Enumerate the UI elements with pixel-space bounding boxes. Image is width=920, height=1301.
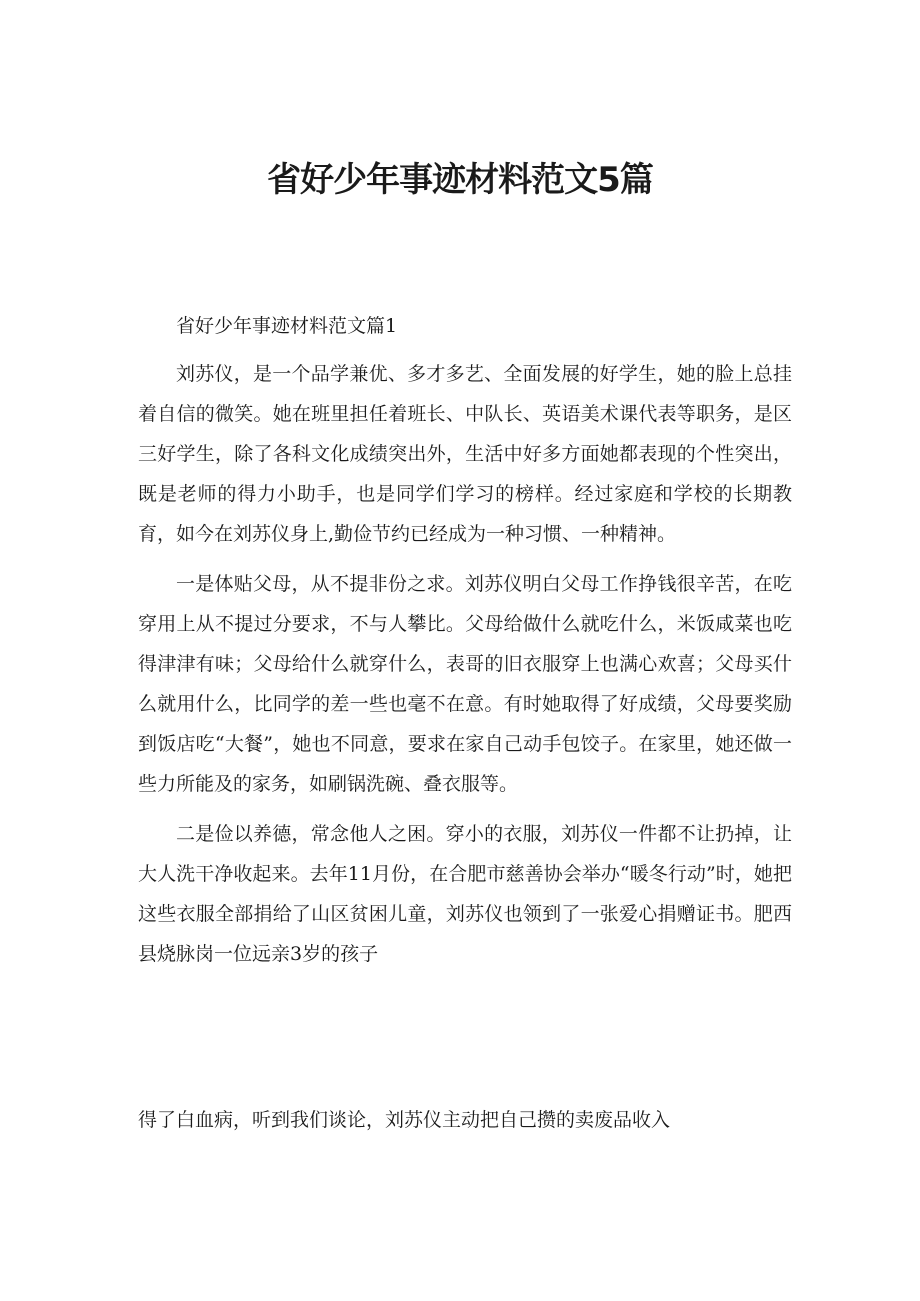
section-heading: 省好少年事迹材料范文篇1 <box>176 315 398 337</box>
paragraph-2: 一是体贴父母，从不提非份之求。刘苏仪明白父母工作挣钱很辛苦，在吃穿用上从不提过分要求，不与人攀比。父母给做什么就吃什么，米饭咸菜也吃得津津有味；父母给什么就穿什么，表哥的旧衣服穿上也满心欢喜；父母买什么就用什么，比同学的差一些也毫不在意。有时她取得了好成绩，父母要奖励到饭店吃“大餐”，她也不同意，要求在家自己动手包饺子。在家里，她还做一些力所能及的家务，如刷锅洗碗、叠衣服等。 <box>138 573 792 795</box>
trailing-line: 得了白血病，听到我们谈论，刘苏仪主动把自己攒的卖废品收入 <box>138 1109 671 1131</box>
paragraph-3: 二是俭以养德，常念他人之困。穿小的衣服，刘苏仪一件都不让扔掉，让大人洗干净收起来。去年11月份，在合肥市慈善协会举办“暖冬行动”时，她把这些衣服全部捐给了山区贫困儿童，刘苏仪也领到了一张爱心捐赠证书。肥西县烧脉岗一位远亲3岁的孩子 <box>138 823 792 965</box>
document-title: 省好少年事迹材料范文5篇 <box>267 160 653 200</box>
paragraph-1: 刘苏仪，是一个品学兼优、多才多艺、全面发展的好学生，她的脸上总挂着自信的微笑。她在班里担任着班长、中队长、英语美术课代表等职务，是区三好学生，除了各科文化成绩突出外，生活中好多方面她都表现的个性突出，既是老师的得力小助手，也是同学们学习的榜样。经过家庭和学校的长期教育，如今在刘苏仪身上,勤俭节约已经成为一种习惯、一种精神。 <box>138 363 792 545</box>
article-body <box>138 354 792 974</box>
